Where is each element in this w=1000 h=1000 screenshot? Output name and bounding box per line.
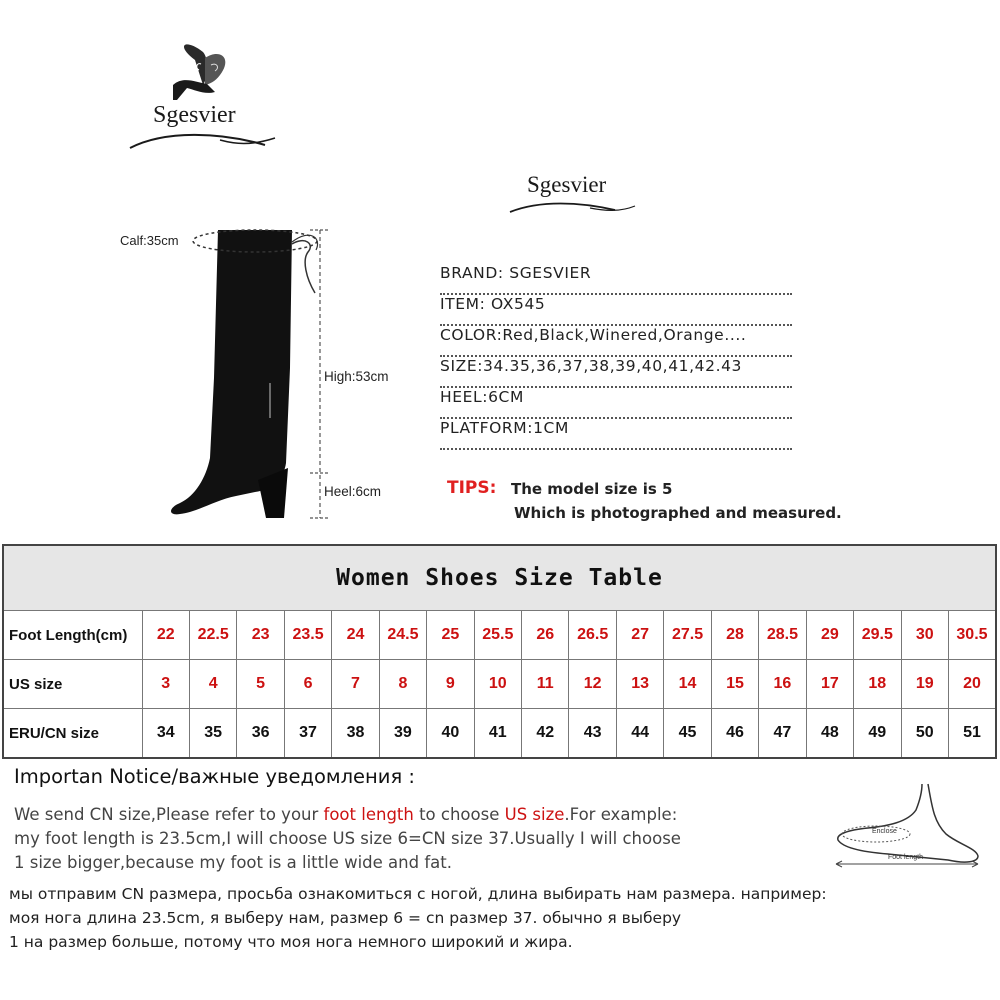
size-cell: 27.5 xyxy=(664,611,711,660)
size-table-row xyxy=(3,611,996,660)
size-cell: 22.5 xyxy=(189,611,236,660)
size-table-row xyxy=(3,709,996,759)
size-cell: 8 xyxy=(379,660,426,709)
size-cell: 28 xyxy=(711,611,758,660)
size-table xyxy=(2,544,997,759)
size-cell: 14 xyxy=(664,660,711,709)
brand-logo-small xyxy=(505,170,640,220)
notice-heading: Importan Notice/важные уведомления : xyxy=(14,765,415,788)
size-cell: 39 xyxy=(379,709,426,759)
notice-en-line-1 xyxy=(14,805,677,824)
size-cell: 6 xyxy=(284,660,331,709)
brand-logo-text: Sgesvier xyxy=(153,102,236,128)
heel-measure-label: Heel:6cm xyxy=(324,484,382,499)
notice-foot-length: foot length xyxy=(323,805,414,824)
notice-ru-line-3: 1 на размер больше, потому что моя нога немного широкий и жира. xyxy=(9,933,573,951)
size-cell: 29.5 xyxy=(854,611,901,660)
size-cell: 50 xyxy=(901,709,948,759)
size-cell: 45 xyxy=(664,709,711,759)
size-cell: 43 xyxy=(569,709,616,759)
size-cell: 17 xyxy=(806,660,853,709)
tips-line-1: The model size is 5 xyxy=(511,480,673,498)
size-table-title: Women Shoes Size Table xyxy=(3,545,996,611)
size-cell: 49 xyxy=(854,709,901,759)
notice-en-text: We send CN size,Please refer to your xyxy=(14,805,324,824)
notice-en-text: to choose xyxy=(413,805,505,824)
notice-ru-line-2: моя нога длина 23.5cm, я выберу нам, размер 6 = cn размер 37. обычно я выберу xyxy=(9,909,682,927)
size-cell: 26.5 xyxy=(569,611,616,660)
size-cell: 29 xyxy=(806,611,853,660)
size-cell: 22 xyxy=(142,611,189,660)
tips xyxy=(447,478,867,528)
boot-diagram xyxy=(110,218,410,523)
size-cell: 10 xyxy=(474,660,521,709)
size-cell: 12 xyxy=(569,660,616,709)
size-cell: 42 xyxy=(522,709,569,759)
size-cell: 18 xyxy=(854,660,901,709)
size-cell: 7 xyxy=(332,660,379,709)
size-cell: 24 xyxy=(332,611,379,660)
height-measure-label: High:53cm xyxy=(324,369,389,384)
tips-label: TIPS: xyxy=(447,478,497,498)
size-cell: 5 xyxy=(237,660,284,709)
size-cell: 46 xyxy=(711,709,758,759)
spec-heel: HEEL:6CM xyxy=(440,386,792,419)
butterfly-shoe-icon xyxy=(125,40,285,160)
size-cell: 13 xyxy=(616,660,663,709)
size-row-label: ERU/CN size xyxy=(3,709,142,759)
size-cell: 3 xyxy=(142,660,189,709)
size-cell: 28.5 xyxy=(759,611,806,660)
calf-measure-label: Calf:35cm xyxy=(120,233,179,248)
size-cell: 35 xyxy=(189,709,236,759)
spec-size: SIZE:34.35,36,37,38,39,40,41,42.43 xyxy=(440,355,792,388)
size-cell: 19 xyxy=(901,660,948,709)
size-cell: 37 xyxy=(284,709,331,759)
size-cell: 16 xyxy=(759,660,806,709)
size-cell: 40 xyxy=(427,709,474,759)
size-cell: 24.5 xyxy=(379,611,426,660)
spec-brand: BRAND: SGESVIER xyxy=(440,262,792,295)
enclose-label: Enclose xyxy=(872,828,897,835)
notice-us-size: US size xyxy=(504,805,565,824)
size-cell: 25.5 xyxy=(474,611,521,660)
spec-platform: PLATFORM:1CM xyxy=(440,417,792,450)
spec-item: ITEM: OX545 xyxy=(440,293,792,326)
tips-line-2: Which is photographed and measured. xyxy=(514,504,842,522)
size-cell: 9 xyxy=(427,660,474,709)
size-cell: 25 xyxy=(427,611,474,660)
brand-logo xyxy=(125,40,285,160)
size-cell: 48 xyxy=(806,709,853,759)
foot-length-label: Foot length xyxy=(888,854,924,861)
size-cell: 30 xyxy=(901,611,948,660)
foot-diagram xyxy=(828,782,988,872)
size-row-label: US size xyxy=(3,660,142,709)
size-cell: 4 xyxy=(189,660,236,709)
size-cell: 23.5 xyxy=(284,611,331,660)
size-cell: 26 xyxy=(522,611,569,660)
size-cell: 34 xyxy=(142,709,189,759)
size-cell: 27 xyxy=(616,611,663,660)
brand-logo-small-text: Sgesvier xyxy=(527,172,607,197)
size-cell: 11 xyxy=(522,660,569,709)
size-cell: 38 xyxy=(332,709,379,759)
size-row-label: Foot Length(cm) xyxy=(3,611,142,660)
notice-ru-line-1: мы отправим CN размера, просьба ознакомиться с ногой, длина выбирать нам размера. например: xyxy=(9,885,827,903)
size-cell: 15 xyxy=(711,660,758,709)
notice-en-text: .For example: xyxy=(564,805,678,824)
size-cell: 20 xyxy=(948,660,996,709)
spec-color: COLOR:Red,Black,Winered,Orange.... xyxy=(440,324,792,357)
size-cell: 51 xyxy=(948,709,996,759)
size-table-row xyxy=(3,660,996,709)
size-cell: 30.5 xyxy=(948,611,996,660)
size-cell: 36 xyxy=(237,709,284,759)
notice-en-line-2: my foot length is 23.5cm,I will choose US size 6=CN size 37.Usually I will choose xyxy=(14,829,681,848)
notice-en-line-3: 1 size bigger,because my foot is a little wide and fat. xyxy=(14,853,452,872)
size-cell: 41 xyxy=(474,709,521,759)
size-cell: 47 xyxy=(759,709,806,759)
size-cell: 44 xyxy=(616,709,663,759)
size-cell: 23 xyxy=(237,611,284,660)
